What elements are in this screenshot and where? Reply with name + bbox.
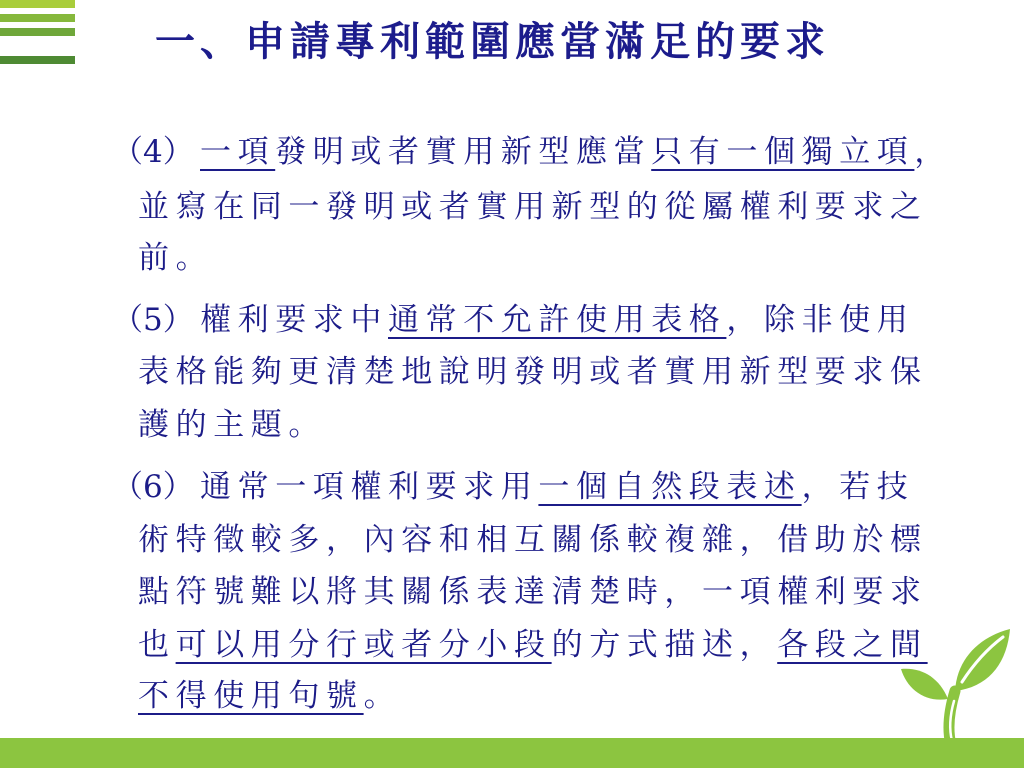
paragraph-4-line xyxy=(112,131,952,173)
underlined-text: 一項 xyxy=(200,134,276,170)
paragraph-4-line xyxy=(138,237,213,279)
paragraph-text: 發明或者實用新型應當 xyxy=(275,134,652,170)
underlined-text: 通常不允許使用表格 xyxy=(388,302,727,338)
paragraph-5-line xyxy=(112,299,914,341)
paragraph-6-line xyxy=(138,571,928,613)
underlined-text: 一個自然段表述 xyxy=(538,469,802,505)
paragraph-text: 前。 xyxy=(138,240,214,276)
paragraph-6-line xyxy=(138,675,401,717)
paragraph-text: 表格能夠更清楚地說明發明或者實用新型要求保 xyxy=(138,354,928,390)
bottom-bar xyxy=(0,738,1024,768)
corner-stripe xyxy=(0,14,75,22)
paragraph-text: ， xyxy=(914,134,953,170)
paragraph-6-line xyxy=(112,466,914,508)
paragraph-text: 也 xyxy=(138,627,176,663)
paragraph-text: 的方式描述， xyxy=(551,627,778,663)
corner-stripe xyxy=(0,28,75,36)
paragraph-text: ，若技 xyxy=(801,469,915,505)
paragraph-text: 護的主題。 xyxy=(138,407,326,443)
underlined-text: 不得使用句號 xyxy=(138,678,364,714)
corner-stripe xyxy=(0,56,75,64)
paragraph-5-line xyxy=(138,404,326,446)
paragraph-number: （4） xyxy=(112,134,194,170)
corner-stripe xyxy=(0,0,75,8)
paragraph-6-line xyxy=(138,519,928,561)
paragraph-6-line xyxy=(138,624,928,666)
underlined-text: 可以用分行或者分小段 xyxy=(175,627,552,663)
paragraph-4-line xyxy=(138,186,928,228)
paragraph-5-line xyxy=(138,351,928,393)
paragraph-text: 。 xyxy=(363,678,402,714)
paragraph-text: 權利要求中 xyxy=(200,302,388,338)
underlined-text: 各段之間 xyxy=(777,627,928,663)
paragraph-text: 點符號難以將其關係表達清楚時，一項權利要求 xyxy=(138,574,928,610)
paragraph-text: 並寫在同一發明或者實用新型的從屬權利要求之 xyxy=(138,189,928,225)
paragraph-text: ，除非使用 xyxy=(726,302,915,338)
paragraph-number: （5） xyxy=(112,302,194,338)
paragraph-number: （6） xyxy=(112,469,194,505)
underlined-text: 只有一個獨立項 xyxy=(651,134,915,170)
paragraph-text: 術特徵較多，內容和相互關係較複雜，借助於標 xyxy=(138,522,928,558)
paragraph-text: 通常一項權利要求用 xyxy=(200,469,539,505)
slide-title: 一、申請專利範圍應當滿足的要求 xyxy=(155,18,830,65)
